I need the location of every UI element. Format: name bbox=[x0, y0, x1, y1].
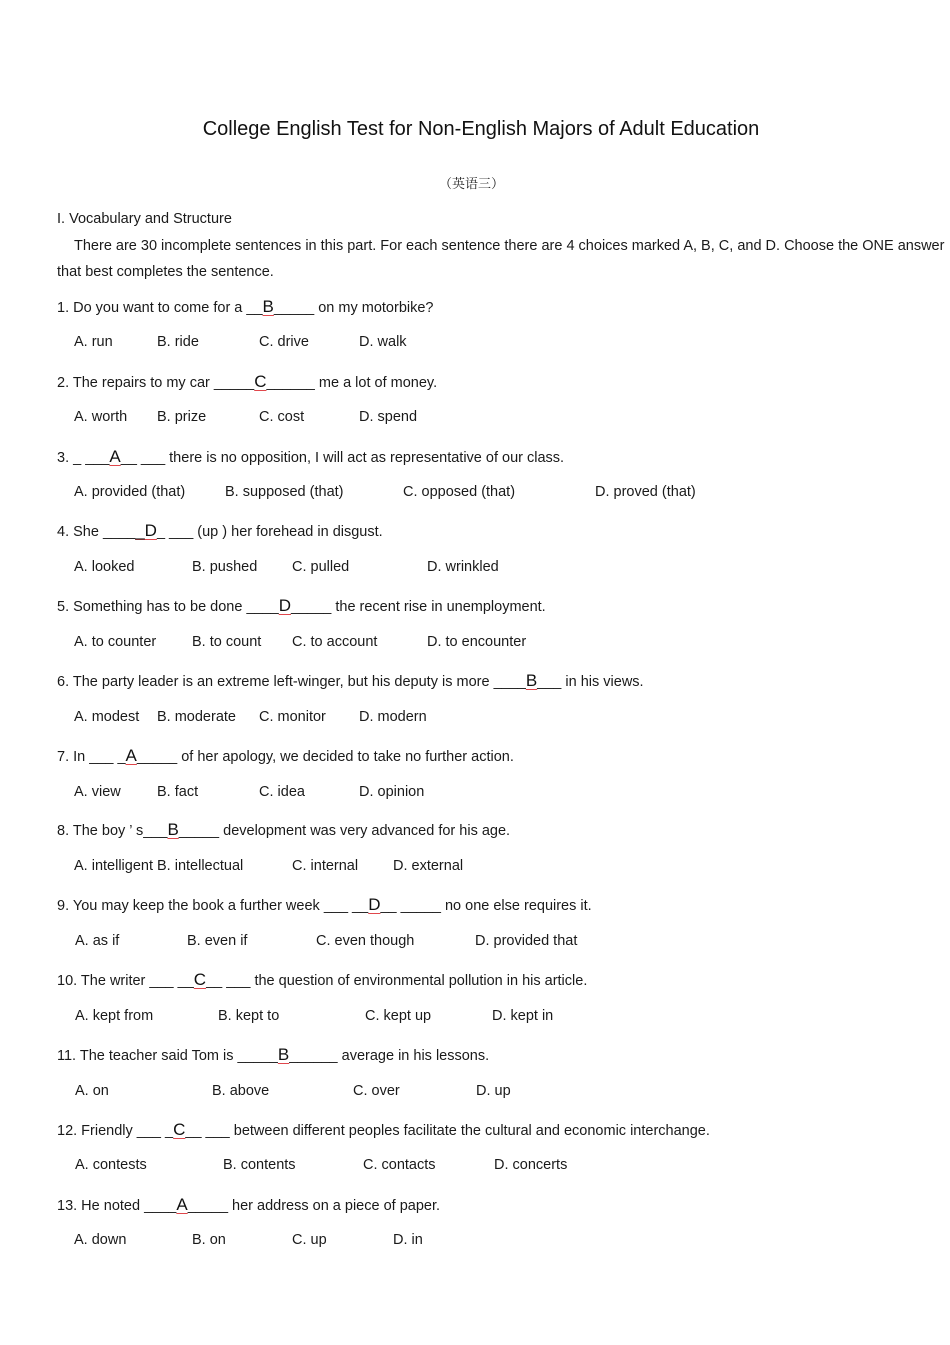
option-c[interactable]: C. drive bbox=[259, 334, 309, 350]
answer-blank-right: __ _____ bbox=[380, 898, 441, 914]
question-stem: 9. You may keep the book a further week bbox=[57, 898, 324, 914]
option-b[interactable]: B. contents bbox=[223, 1157, 296, 1173]
question-stem-end: the recent rise in unemployment. bbox=[331, 599, 546, 615]
question-stem-end: development was very advanced for his age. bbox=[219, 823, 511, 839]
question-stem-end: in his views. bbox=[561, 674, 644, 690]
option-b[interactable]: B. fact bbox=[157, 784, 199, 800]
answer-blank-right: ___ bbox=[537, 674, 562, 690]
answer-blank-right: ______ bbox=[289, 1048, 338, 1064]
question-stem: 10. The writer bbox=[57, 973, 150, 989]
answer-blank-right: _____ bbox=[136, 749, 178, 765]
option-c[interactable]: C. to account bbox=[292, 634, 378, 650]
option-c[interactable]: C. monitor bbox=[259, 709, 326, 725]
filled-answer[interactable]: B bbox=[277, 1045, 290, 1064]
option-c[interactable]: C. idea bbox=[259, 784, 305, 800]
option-a[interactable]: A. view bbox=[74, 784, 121, 800]
option-c[interactable]: C. opposed (that) bbox=[403, 484, 516, 500]
option-d[interactable]: D. wrinkled bbox=[427, 559, 499, 575]
question-stem: 3. _ bbox=[57, 450, 86, 466]
option-b[interactable]: B. intellectual bbox=[157, 858, 244, 874]
option-a[interactable]: A. intelligent bbox=[74, 858, 153, 874]
option-d[interactable]: D. walk bbox=[359, 334, 407, 350]
option-d[interactable]: D. kept in bbox=[492, 1008, 554, 1024]
answer-blank-left: ____ bbox=[144, 1198, 177, 1214]
question-stem-end: average in his lessons. bbox=[337, 1048, 490, 1064]
question-stem: 11. The teacher said Tom is bbox=[57, 1048, 238, 1064]
answer-blank-right: __ ___ bbox=[206, 973, 251, 989]
answer-blank-right: _____ bbox=[291, 599, 332, 615]
filled-answer[interactable]: B bbox=[167, 820, 179, 839]
question-stem: 6. The party leader is an extreme left-winger, but his deputy is more bbox=[57, 674, 494, 690]
filled-answer[interactable]: D bbox=[368, 895, 381, 914]
answer-blank-left: ___ _ bbox=[89, 749, 126, 765]
question-stem: 4. She bbox=[57, 524, 103, 540]
option-d[interactable]: D. provided that bbox=[475, 933, 578, 949]
question-stem-end: no one else requires it. bbox=[440, 898, 592, 914]
filled-answer[interactable]: C bbox=[254, 372, 267, 391]
answer-blank-right: _____ bbox=[178, 823, 220, 839]
question-stem: 7. In bbox=[57, 749, 90, 765]
option-b[interactable]: B. above bbox=[212, 1083, 270, 1099]
answer-blank-right: __ ___ bbox=[185, 1123, 230, 1139]
filled-answer[interactable]: A bbox=[176, 1195, 188, 1214]
option-a[interactable]: A. modest bbox=[74, 709, 140, 725]
filled-answer[interactable]: D bbox=[278, 596, 291, 615]
option-b[interactable]: B. even if bbox=[187, 933, 248, 949]
option-c[interactable]: C. cost bbox=[259, 409, 305, 425]
question-stem-end: me a lot of money. bbox=[314, 375, 438, 391]
option-b[interactable]: B. supposed (that) bbox=[225, 484, 344, 500]
option-b[interactable]: B. moderate bbox=[157, 709, 236, 725]
filled-answer[interactable]: C bbox=[173, 1120, 186, 1139]
option-c[interactable]: C. pulled bbox=[292, 559, 350, 575]
answer-blank-right: _ bbox=[156, 524, 166, 540]
option-a[interactable]: A. as if bbox=[75, 933, 120, 949]
option-a[interactable]: A. provided (that) bbox=[74, 484, 186, 500]
question-stem: 5. Something has to be done bbox=[57, 599, 247, 615]
question-stem-end: on my motorbike? bbox=[314, 300, 434, 316]
option-c[interactable]: C. internal bbox=[292, 858, 359, 874]
option-d[interactable]: D. in bbox=[393, 1232, 423, 1248]
option-b[interactable]: B. pushed bbox=[192, 559, 258, 575]
filled-answer[interactable]: B bbox=[525, 671, 538, 690]
option-c[interactable]: C. up bbox=[292, 1232, 327, 1248]
answer-blank-left: ___ __ bbox=[149, 973, 194, 989]
question-stem-end: ___ there is no opposition, I will act as representative of our class. bbox=[136, 450, 565, 466]
answer-blank-left: ’ s___ bbox=[129, 823, 168, 839]
answer-blank-right: ______ bbox=[266, 375, 315, 391]
question-stem: 13. He noted bbox=[57, 1198, 145, 1214]
filled-answer[interactable]: _D bbox=[135, 521, 157, 540]
option-d[interactable]: D. opinion bbox=[359, 784, 425, 800]
filled-answer[interactable]: A bbox=[125, 746, 137, 765]
option-a[interactable]: A. down bbox=[74, 1232, 127, 1248]
filled-answer[interactable]: C bbox=[193, 970, 207, 989]
answer-blank-left: _____ bbox=[213, 375, 255, 391]
answer-blank-left: ____ bbox=[102, 524, 136, 540]
option-c[interactable]: C. even though bbox=[316, 933, 415, 949]
question-stem-end: her address on a piece of paper. bbox=[228, 1198, 441, 1214]
answer-blank-left: ___ _ bbox=[136, 1123, 174, 1139]
option-a[interactable]: A. looked bbox=[74, 559, 135, 575]
answer-blank-right: __ bbox=[120, 450, 137, 466]
question-stem: 8. The boy bbox=[57, 823, 130, 839]
answer-blank-right: _____ bbox=[273, 300, 315, 316]
question-stem-end: between different peoples facilitate the cultural and economic interchange. bbox=[229, 1123, 710, 1139]
option-b[interactable]: B. on bbox=[192, 1232, 226, 1248]
answer-blank-left: _____ bbox=[237, 1048, 278, 1064]
answer-blank-left: ___ bbox=[85, 450, 110, 466]
option-d[interactable]: D. to encounter bbox=[427, 634, 527, 650]
answer-blank-left: __ bbox=[246, 300, 263, 316]
option-c[interactable]: C. over bbox=[353, 1083, 400, 1099]
filled-answer[interactable]: B bbox=[262, 297, 274, 316]
answer-blank-right: _____ bbox=[187, 1198, 229, 1214]
option-a[interactable]: A. contests bbox=[75, 1157, 147, 1173]
option-c[interactable]: C. kept up bbox=[365, 1008, 432, 1024]
section-instructions: There are 30 incomplete sentences in this part. For each sentence there are 4 choices marked A, B, C, and D. Choose the ONE answer that best completes the sentence. bbox=[57, 238, 945, 280]
option-d[interactable]: D. external bbox=[393, 858, 464, 874]
option-d[interactable]: D. modern bbox=[359, 709, 427, 725]
option-a[interactable]: A. kept from bbox=[75, 1008, 154, 1024]
option-b[interactable]: B. to count bbox=[192, 634, 262, 650]
question-stem-end: the question of environmental pollution in his article. bbox=[250, 973, 588, 989]
question-stem: 2. The repairs to my car bbox=[57, 375, 214, 391]
answer-blank-left: ___ __ bbox=[323, 898, 369, 914]
option-a[interactable]: A. worth bbox=[74, 409, 128, 425]
option-a[interactable]: A. to counter bbox=[74, 634, 157, 650]
question-stem-end: ___ (up ) her forehead in disgust. bbox=[165, 524, 383, 540]
option-d[interactable]: D. proved (that) bbox=[595, 484, 696, 500]
option-a[interactable]: A. on bbox=[75, 1083, 109, 1099]
answer-blank-left: ____ bbox=[246, 599, 279, 615]
option-d[interactable]: D. spend bbox=[359, 409, 418, 425]
answer-blank-left: ____ bbox=[493, 674, 526, 690]
option-d[interactable]: D. up bbox=[476, 1083, 511, 1099]
filled-answer[interactable]: A bbox=[109, 447, 121, 466]
option-b[interactable]: B. kept to bbox=[218, 1008, 280, 1024]
option-b[interactable]: B. prize bbox=[157, 409, 207, 425]
document-title: College English Test for Non-English Majors of Adult Education bbox=[202, 118, 760, 140]
question-stem: 1. Do you want to come for a bbox=[57, 300, 247, 316]
option-c[interactable]: C. contacts bbox=[363, 1157, 436, 1173]
question-stem-end: of her apology, we decided to take no further action. bbox=[177, 749, 514, 765]
document-subtitle: （英语三） bbox=[438, 177, 504, 192]
question-stem: 12. Friendly bbox=[57, 1123, 137, 1139]
option-a[interactable]: A. run bbox=[74, 334, 113, 350]
section-heading: I. Vocabulary and Structure bbox=[57, 211, 232, 227]
option-b[interactable]: B. ride bbox=[157, 334, 199, 350]
option-d[interactable]: D. concerts bbox=[494, 1157, 568, 1173]
